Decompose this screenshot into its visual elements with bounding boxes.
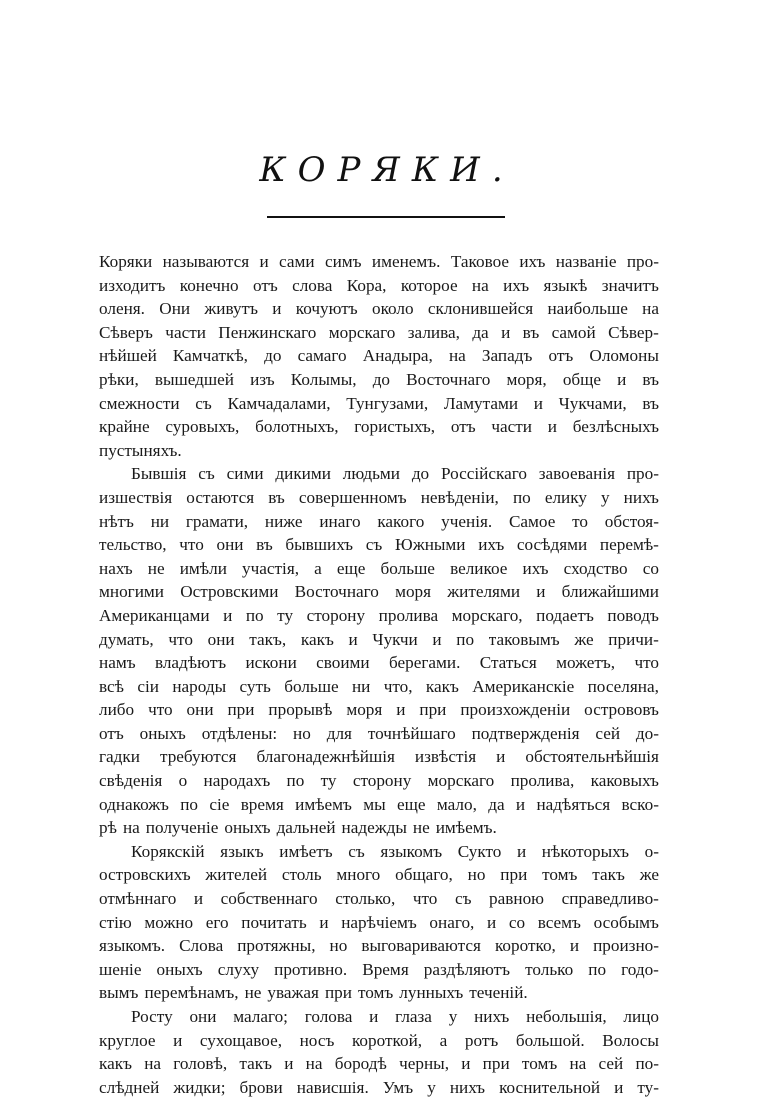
text-line: языкомъ. Слова протяжны, но выговариваются коротко, и произно- [99,936,659,956]
text-line: крайне суровыхъ, болотныхъ, гористыхъ, отъ части и безлѣсныхъ [99,417,659,437]
text-line: нѣтъ ни грамати, ниже инаго какого ученія. Самое то обстоя- [99,511,659,531]
text-line: нахъ не имѣли участія, а еще больше великое ихъ сходство со [99,558,659,578]
text-line: Бывшія съ сими дикими людьми до Россійскаго завоеванія про- [131,464,659,484]
text-line: всѣ сіи народы суть больше ни что, какъ Американскіе поселяна, [99,676,659,696]
title-rule [267,216,505,218]
text-line: свѣденія о народахъ по ту сторону морскаго пролива, каковыхъ [99,771,659,791]
text-line: Росту они малаго; голова и глаза у нихъ небольшія, лицо [131,1007,659,1026]
text-line: либо что они при прорывѣ моря и при произхожденіи острововъ [99,700,659,720]
body-text [99,250,659,1099]
text-line: изшествія остаются въ совершенномъ невѣденіи, по елику у нихъ [99,487,659,507]
text-line: изходитъ конечно отъ слова Кора, которое на ихъ языкѣ значитъ [99,275,659,295]
text-line: отъ оныхъ отдѣлены: но для точнѣйшаго подтвержденія сей до- [99,723,659,743]
text-line: шеніе оныхъ слуху противно. Время раздѣляютъ только по годо- [99,959,659,979]
text-line: вымъ перемѣнамъ, не уважая при томъ лунныхъ теченій. [99,983,528,1003]
text-line: смежности съ Камчадалами, Тунгузами, Ламутами и Чукчами, въ [99,393,659,413]
text-line: оленя. Они живутъ и кочуютъ около склонившейся наибольше на [99,299,659,319]
text-line: намъ владѣютъ искони своими берегами. Статься можетъ, что [99,653,659,673]
text-line: Коряки называются и сами симъ именемъ. Таковое ихъ названіе про- [99,252,659,271]
text-line: рѣки, вышедшей изъ Колымы, до Восточнаго моря, обще и въ [99,369,659,389]
text-line: Корякскій языкъ имѣетъ съ языкомъ Сукто и нѣкоторыхъ о- [131,841,659,861]
text-line: какъ на головѣ, такъ и на бородѣ черны, и при томъ на сей по- [99,1054,659,1074]
text-line: тельство, что они въ бывшихъ съ Южными ихъ сосѣдями перемѣ- [99,535,659,555]
text-line: пустыняхъ. [99,440,182,460]
page-title: КОРЯКИ. [259,150,515,190]
text-line: круглое и сухощавое, носъ короткой, а ротъ большой. Волосы [99,1030,659,1050]
text-line: рѣ на полученіе оныхъ дальней надежды не имѣемъ. [99,818,497,838]
text-line: Американцами и по ту сторону пролива морскаго, подаетъ поводъ [99,605,659,625]
text-line: однакожъ по сіе время имѣемъ мы еще мало, да и надѣяться вско- [99,794,659,814]
text-line: слѣдней жидки; брови нависшія. Умъ у нихъ коснительной и ту- [99,1077,659,1097]
text-line: многими Островскими Восточнаго моря жителями и ближайшими [99,582,659,602]
text-line: островскихъ жителей столь много общаго, но при томъ такъ же [99,865,659,885]
text-line: думать, что они такъ, какъ и Чукчи и по таковымъ же причи- [99,629,659,649]
text-line: Сѣверъ части Пенжинскаго морскаго залива, да и въ самой Сѣвер- [99,322,659,342]
text-line: нѣйшей Камчаткѣ, до самаго Анадыра, на Западъ отъ Оломоны [99,346,659,366]
text-line: отмѣннаго и собственнаго столько, что съ равною справедливо- [99,889,659,909]
text-line: гадки требуются благонадежнѣйшія извѣстія и обстоятельнѣйшія [99,747,659,767]
text-line: стію можно его почитать и нарѣчіемъ онаго, и со всемъ особымъ [99,912,659,932]
